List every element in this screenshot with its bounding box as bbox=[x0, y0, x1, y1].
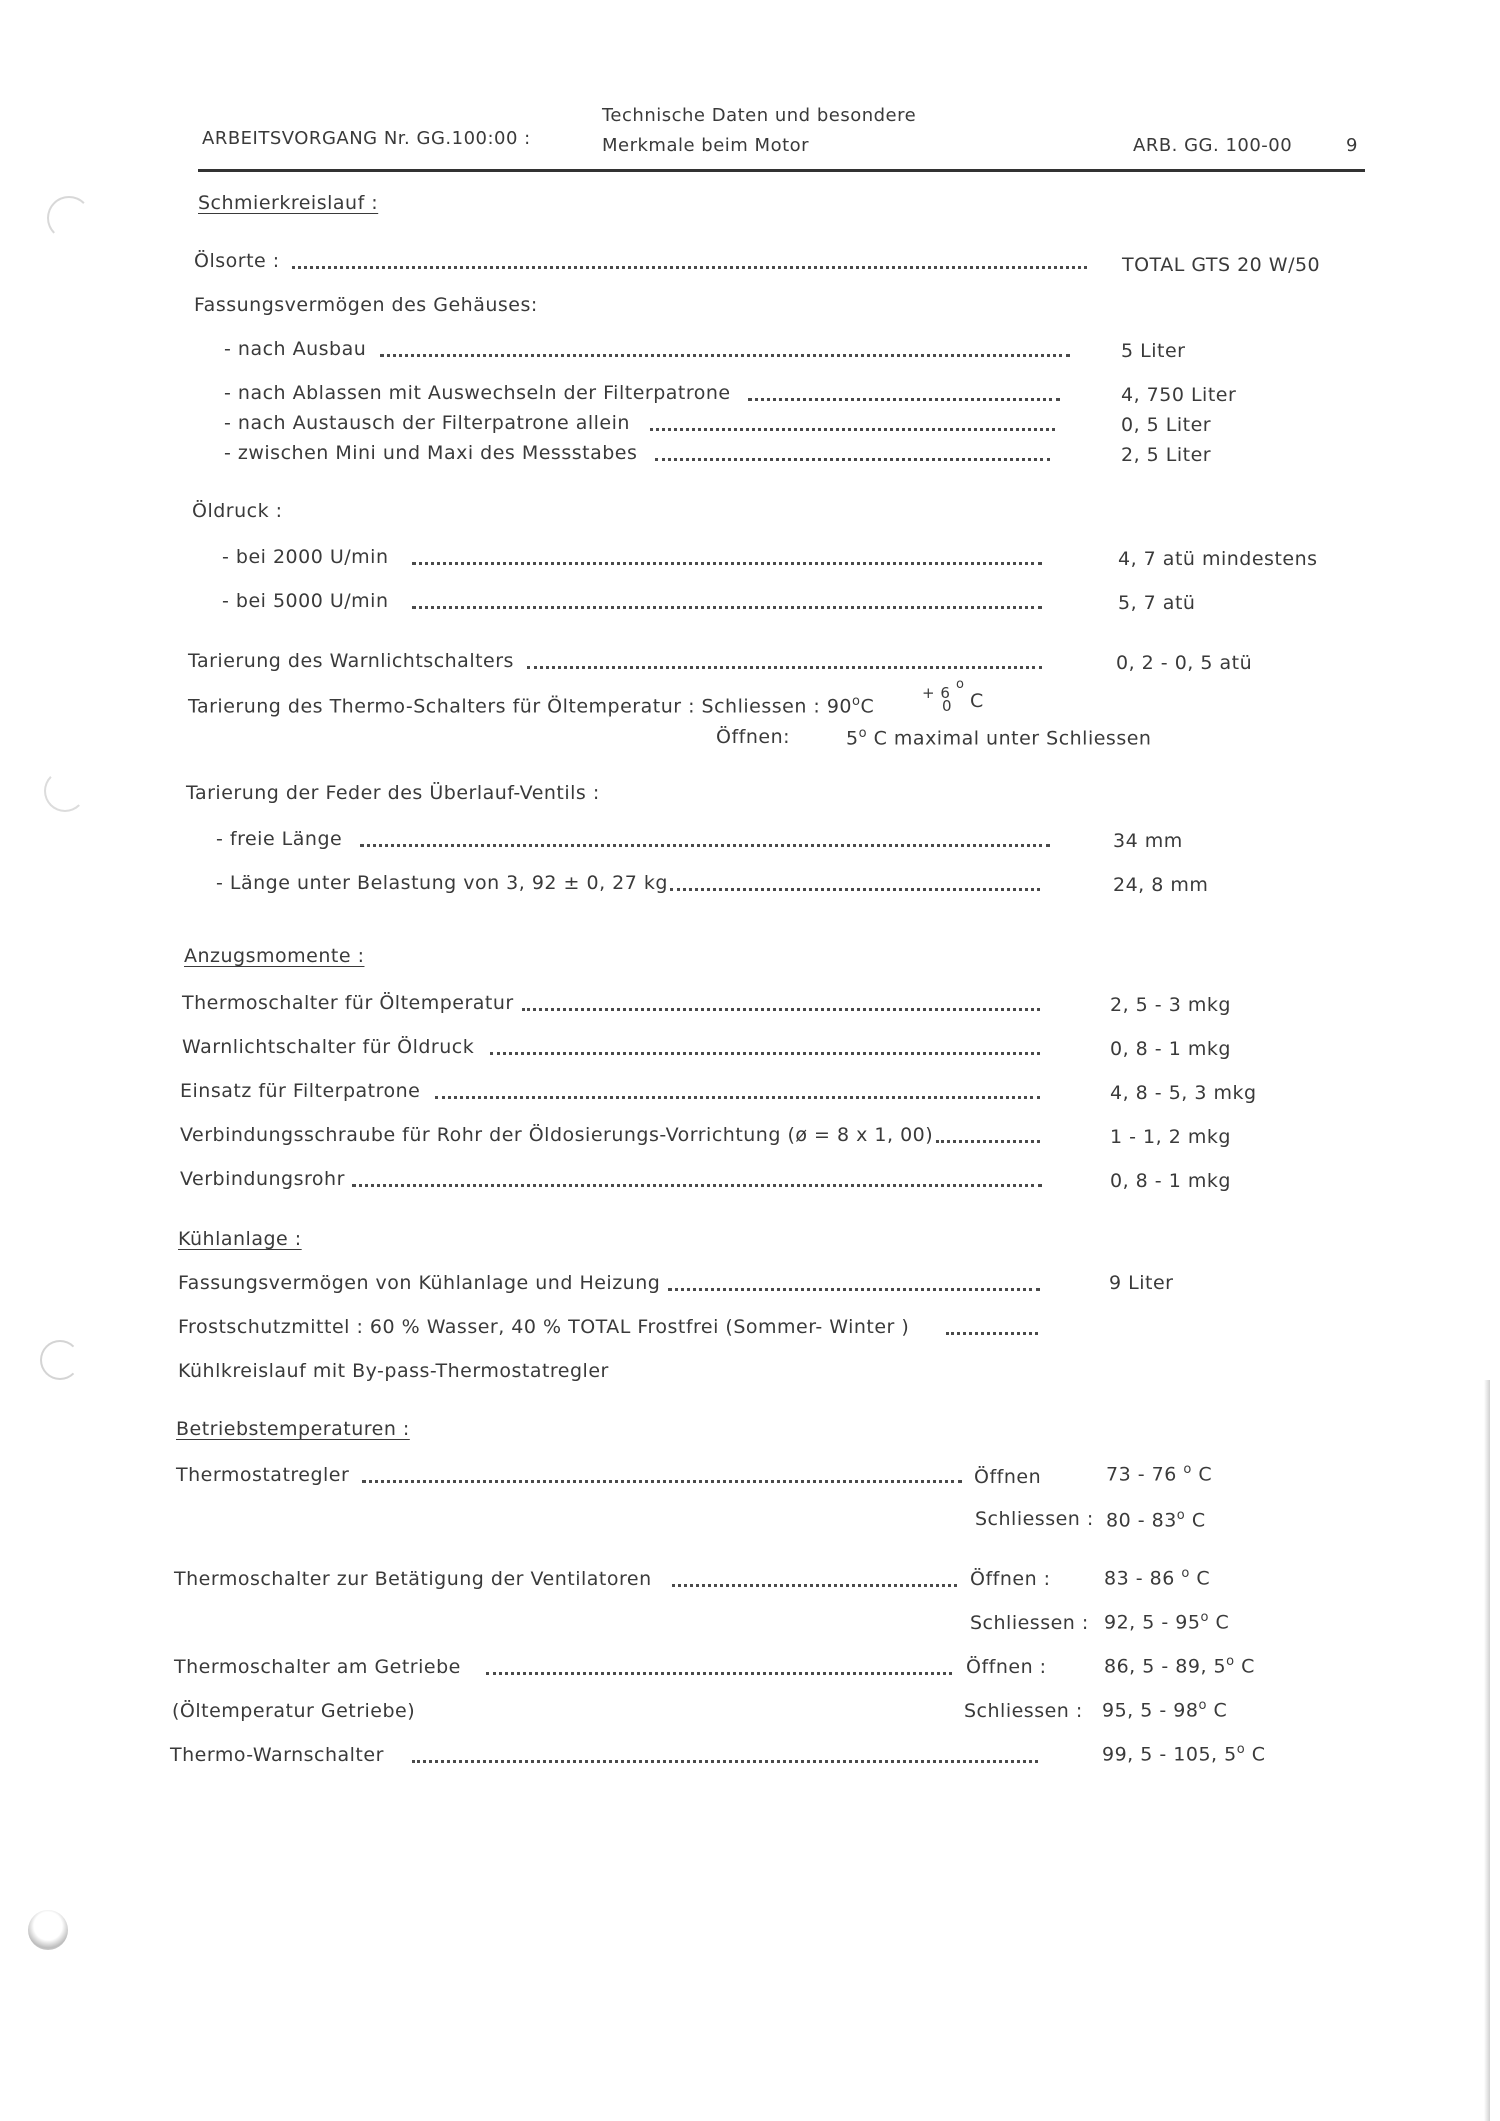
druck-5000-label: - bei 5000 U/min bbox=[222, 590, 389, 612]
header-right: ARB. GG. 100-00 bbox=[1133, 135, 1293, 156]
ablassen-label: - nach Ablassen mit Auswechseln der Filterpatrone bbox=[224, 382, 731, 404]
temp-value-text: 73 - 76 bbox=[1106, 1463, 1177, 1486]
leader-dots bbox=[946, 1332, 1038, 1335]
punch-hole-mark bbox=[40, 1340, 80, 1380]
leader-dots bbox=[668, 1288, 1040, 1291]
temp-row-label: Thermoschalter am Getriebe bbox=[174, 1656, 461, 1678]
belastung-label bbox=[216, 872, 668, 894]
leader-dots bbox=[650, 428, 1055, 431]
unit-c: C bbox=[860, 695, 875, 718]
leader-dots bbox=[412, 562, 1042, 565]
anzug-row-value: 0, 8 - 1 mkg bbox=[1110, 1038, 1231, 1060]
tolerance-plus: + 6 bbox=[922, 684, 951, 702]
oeffnen-rest: C maximal unter Schliessen bbox=[873, 727, 1152, 750]
temp-close-label: Schliessen : bbox=[975, 1508, 1094, 1530]
kuehl-fassung-label: Fassungsvermögen von Kühlanlage und Heizung bbox=[178, 1272, 661, 1294]
leader-dots bbox=[380, 354, 1070, 357]
anzug-row-value: 0, 8 - 1 mkg bbox=[1110, 1170, 1231, 1192]
belastung-text-a: - Länge unter Belastung von 3, 92 bbox=[216, 872, 564, 894]
punch-hole-mark bbox=[44, 770, 86, 812]
punch-hole-mark bbox=[28, 1910, 68, 1950]
leader-dots bbox=[412, 606, 1042, 609]
mini-maxi-label: - zwischen Mini und Maxi des Messstabes bbox=[224, 442, 638, 464]
temp-row-label: Thermostatregler bbox=[176, 1464, 350, 1486]
leader-dots bbox=[292, 266, 1087, 269]
leader-dots bbox=[435, 1096, 1040, 1099]
unit-c: C bbox=[1215, 1611, 1230, 1634]
anzug-row-value: 4, 8 - 5, 3 mkg bbox=[1110, 1082, 1257, 1104]
temp-value-text: 95, 5 - 98 bbox=[1102, 1699, 1199, 1722]
anzug-row-label: Einsatz für Filterpatrone bbox=[180, 1080, 421, 1102]
oelsorte-label: Ölsorte : bbox=[194, 250, 280, 272]
temp-value-text: 83 - 86 bbox=[1104, 1567, 1175, 1590]
ablassen-value: 4, 750 Liter bbox=[1121, 384, 1237, 406]
temp-row-label: Thermo-Warnschalter bbox=[170, 1744, 384, 1766]
ausbau-label: - nach Ausbau bbox=[224, 338, 367, 360]
unit-c: C bbox=[1241, 1655, 1255, 1678]
bypass-label: Kühlkreislauf mit By-pass-Thermostatregler bbox=[178, 1360, 609, 1382]
leader-dots bbox=[352, 1184, 1042, 1187]
austausch-label: - nach Austausch der Filterpatrone allein bbox=[224, 412, 630, 434]
degree-sign: o bbox=[1226, 1654, 1235, 1669]
section-heading-anzugsmomente: Anzugsmomente : bbox=[184, 945, 365, 967]
page-number: 9 bbox=[1346, 135, 1358, 156]
feder-heading: Tarierung der Feder des Überlauf-Ventils : bbox=[186, 782, 600, 804]
unit-c: C bbox=[1251, 1743, 1266, 1766]
temp-open-label: Öffnen : bbox=[970, 1568, 1051, 1590]
unit-c: C bbox=[1198, 1463, 1213, 1486]
leader-dots bbox=[670, 888, 1040, 891]
degree-sign: o bbox=[1181, 1566, 1190, 1581]
unit-c: C bbox=[1191, 1509, 1206, 1532]
header-left: ARBEITSVORGANG Nr. GG.100:00 : bbox=[202, 128, 531, 149]
druck-5000-value: 5, 7 atü bbox=[1118, 592, 1196, 614]
kuehl-fassung-value: 9 Liter bbox=[1109, 1272, 1174, 1294]
leader-dots bbox=[360, 844, 1050, 847]
temp-value-text: 86, 5 - 89, 5 bbox=[1104, 1655, 1227, 1678]
tolerance-zero: 0 bbox=[942, 697, 953, 715]
temp-open-value bbox=[1106, 1462, 1212, 1485]
ausbau-value: 5 Liter bbox=[1121, 340, 1186, 362]
mini-maxi-value: 2, 5 Liter bbox=[1121, 444, 1212, 466]
druck-2000-label: - bei 2000 U/min bbox=[222, 546, 389, 568]
temp-value-text: 92, 5 - 95 bbox=[1104, 1611, 1201, 1634]
belastung-text-b: 0, 27 kg bbox=[579, 872, 668, 894]
leader-dots bbox=[655, 458, 1050, 461]
thermo-schalter-text: Tarierung des Thermo-Schalters für Öltemperatur : Schliessen : 90 bbox=[188, 695, 853, 718]
temp-close-label: Schliessen : bbox=[964, 1700, 1083, 1722]
anzug-row-value: 1 - 1, 2 mkg bbox=[1110, 1126, 1231, 1148]
temp-open-value bbox=[1104, 1654, 1255, 1677]
temp-value-text: 80 - 83 bbox=[1106, 1509, 1177, 1532]
thermo-schalter-label bbox=[188, 694, 874, 717]
temp-row-label: Thermoschalter zur Betätigung der Ventilatoren bbox=[174, 1568, 652, 1590]
austausch-value: 0, 5 Liter bbox=[1121, 414, 1212, 436]
degree-sign: o bbox=[1198, 1698, 1207, 1713]
leader-dots bbox=[412, 1760, 1038, 1763]
leader-dots bbox=[936, 1140, 1040, 1143]
degree-sign: o bbox=[1236, 1742, 1246, 1757]
leader-dots bbox=[527, 666, 1042, 669]
warnlicht-label: Tarierung des Warnlichtschalters bbox=[188, 650, 514, 672]
temp-close-value bbox=[1104, 1610, 1229, 1633]
leader-dots bbox=[522, 1008, 1040, 1011]
anzug-row-label: Thermoschalter für Öltemperatur bbox=[182, 992, 514, 1014]
fassung-heading: Fassungsvermögen des Gehäuses: bbox=[194, 294, 538, 316]
leader-dots bbox=[672, 1584, 957, 1587]
anzug-row-value: 2, 5 - 3 mkg bbox=[1110, 994, 1231, 1016]
degree-sign: o bbox=[956, 677, 965, 692]
freie-laenge-value: 34 mm bbox=[1113, 830, 1183, 852]
temp-close-value bbox=[1102, 1742, 1266, 1765]
frostschutz-label: Frostschutzmittel : 60 % Wasser, 40 % TOTAL Frostfrei (Sommer- Winter ) bbox=[178, 1316, 910, 1338]
degree-sign: o bbox=[852, 694, 861, 709]
section-heading-schmierkreislauf: Schmierkreislauf : bbox=[198, 192, 379, 214]
getriebe-subtitle: (Öltemperatur Getriebe) bbox=[172, 1700, 416, 1722]
temp-open-value bbox=[1104, 1566, 1210, 1589]
degree-sign: o bbox=[858, 726, 868, 741]
leader-dots bbox=[490, 1052, 1040, 1055]
druck-2000-value: 4, 7 atü mindestens bbox=[1118, 548, 1318, 570]
oeldruck-heading: Öldruck : bbox=[192, 500, 283, 522]
degree-sign: o bbox=[1176, 1508, 1186, 1523]
oelsorte-value: TOTAL GTS 20 W/50 bbox=[1122, 254, 1321, 276]
warnlicht-value: 0, 2 - 0, 5 atü bbox=[1116, 652, 1253, 674]
degree-sign: o bbox=[1200, 1610, 1209, 1625]
temp-open-label: Öffnen : bbox=[966, 1656, 1047, 1678]
anzug-row-label: Warnlichtschalter für Öldruck bbox=[182, 1036, 475, 1058]
temp-close-label: Schliessen : bbox=[970, 1612, 1089, 1634]
oeffnen-number: 5 bbox=[846, 727, 859, 750]
degree-sign: o bbox=[1183, 1462, 1192, 1477]
leader-dots bbox=[362, 1480, 962, 1483]
oeffnen-label: Öffnen: bbox=[716, 726, 791, 748]
belastung-value: 24, 8 mm bbox=[1113, 874, 1209, 896]
oeffnen-value bbox=[846, 726, 1151, 749]
temp-value-text: 99, 5 - 105, 5 bbox=[1102, 1743, 1237, 1766]
leader-dots bbox=[486, 1672, 952, 1675]
plus-minus: ± bbox=[563, 872, 580, 894]
punch-hole-mark bbox=[47, 196, 91, 240]
temp-close-value bbox=[1106, 1508, 1206, 1531]
temp-close-value bbox=[1102, 1698, 1227, 1721]
unit-c: C bbox=[1196, 1567, 1211, 1590]
header-center-line2: Merkmale beim Motor bbox=[602, 135, 810, 156]
section-heading-kuehlanlage: Kühlanlage : bbox=[178, 1228, 302, 1250]
header-center-line1: Technische Daten und besondere bbox=[602, 105, 917, 126]
section-heading-betriebstemperaturen: Betriebstemperaturen : bbox=[176, 1418, 410, 1440]
anzug-row-label: Verbindungsschraube für Rohr der Öldosierungs-Vorrichtung (ø = 8 x 1, 00) bbox=[180, 1124, 934, 1146]
unit-c: C bbox=[1213, 1699, 1228, 1722]
temp-open-label: Öffnen bbox=[974, 1466, 1042, 1488]
page-edge-shadow bbox=[1484, 1380, 1490, 2121]
leader-dots bbox=[748, 398, 1060, 401]
header-rule bbox=[198, 169, 1365, 172]
freie-laenge-label: - freie Länge bbox=[216, 828, 343, 850]
tolerance-unit: C bbox=[970, 690, 984, 712]
anzug-row-label: Verbindungsrohr bbox=[180, 1168, 345, 1190]
